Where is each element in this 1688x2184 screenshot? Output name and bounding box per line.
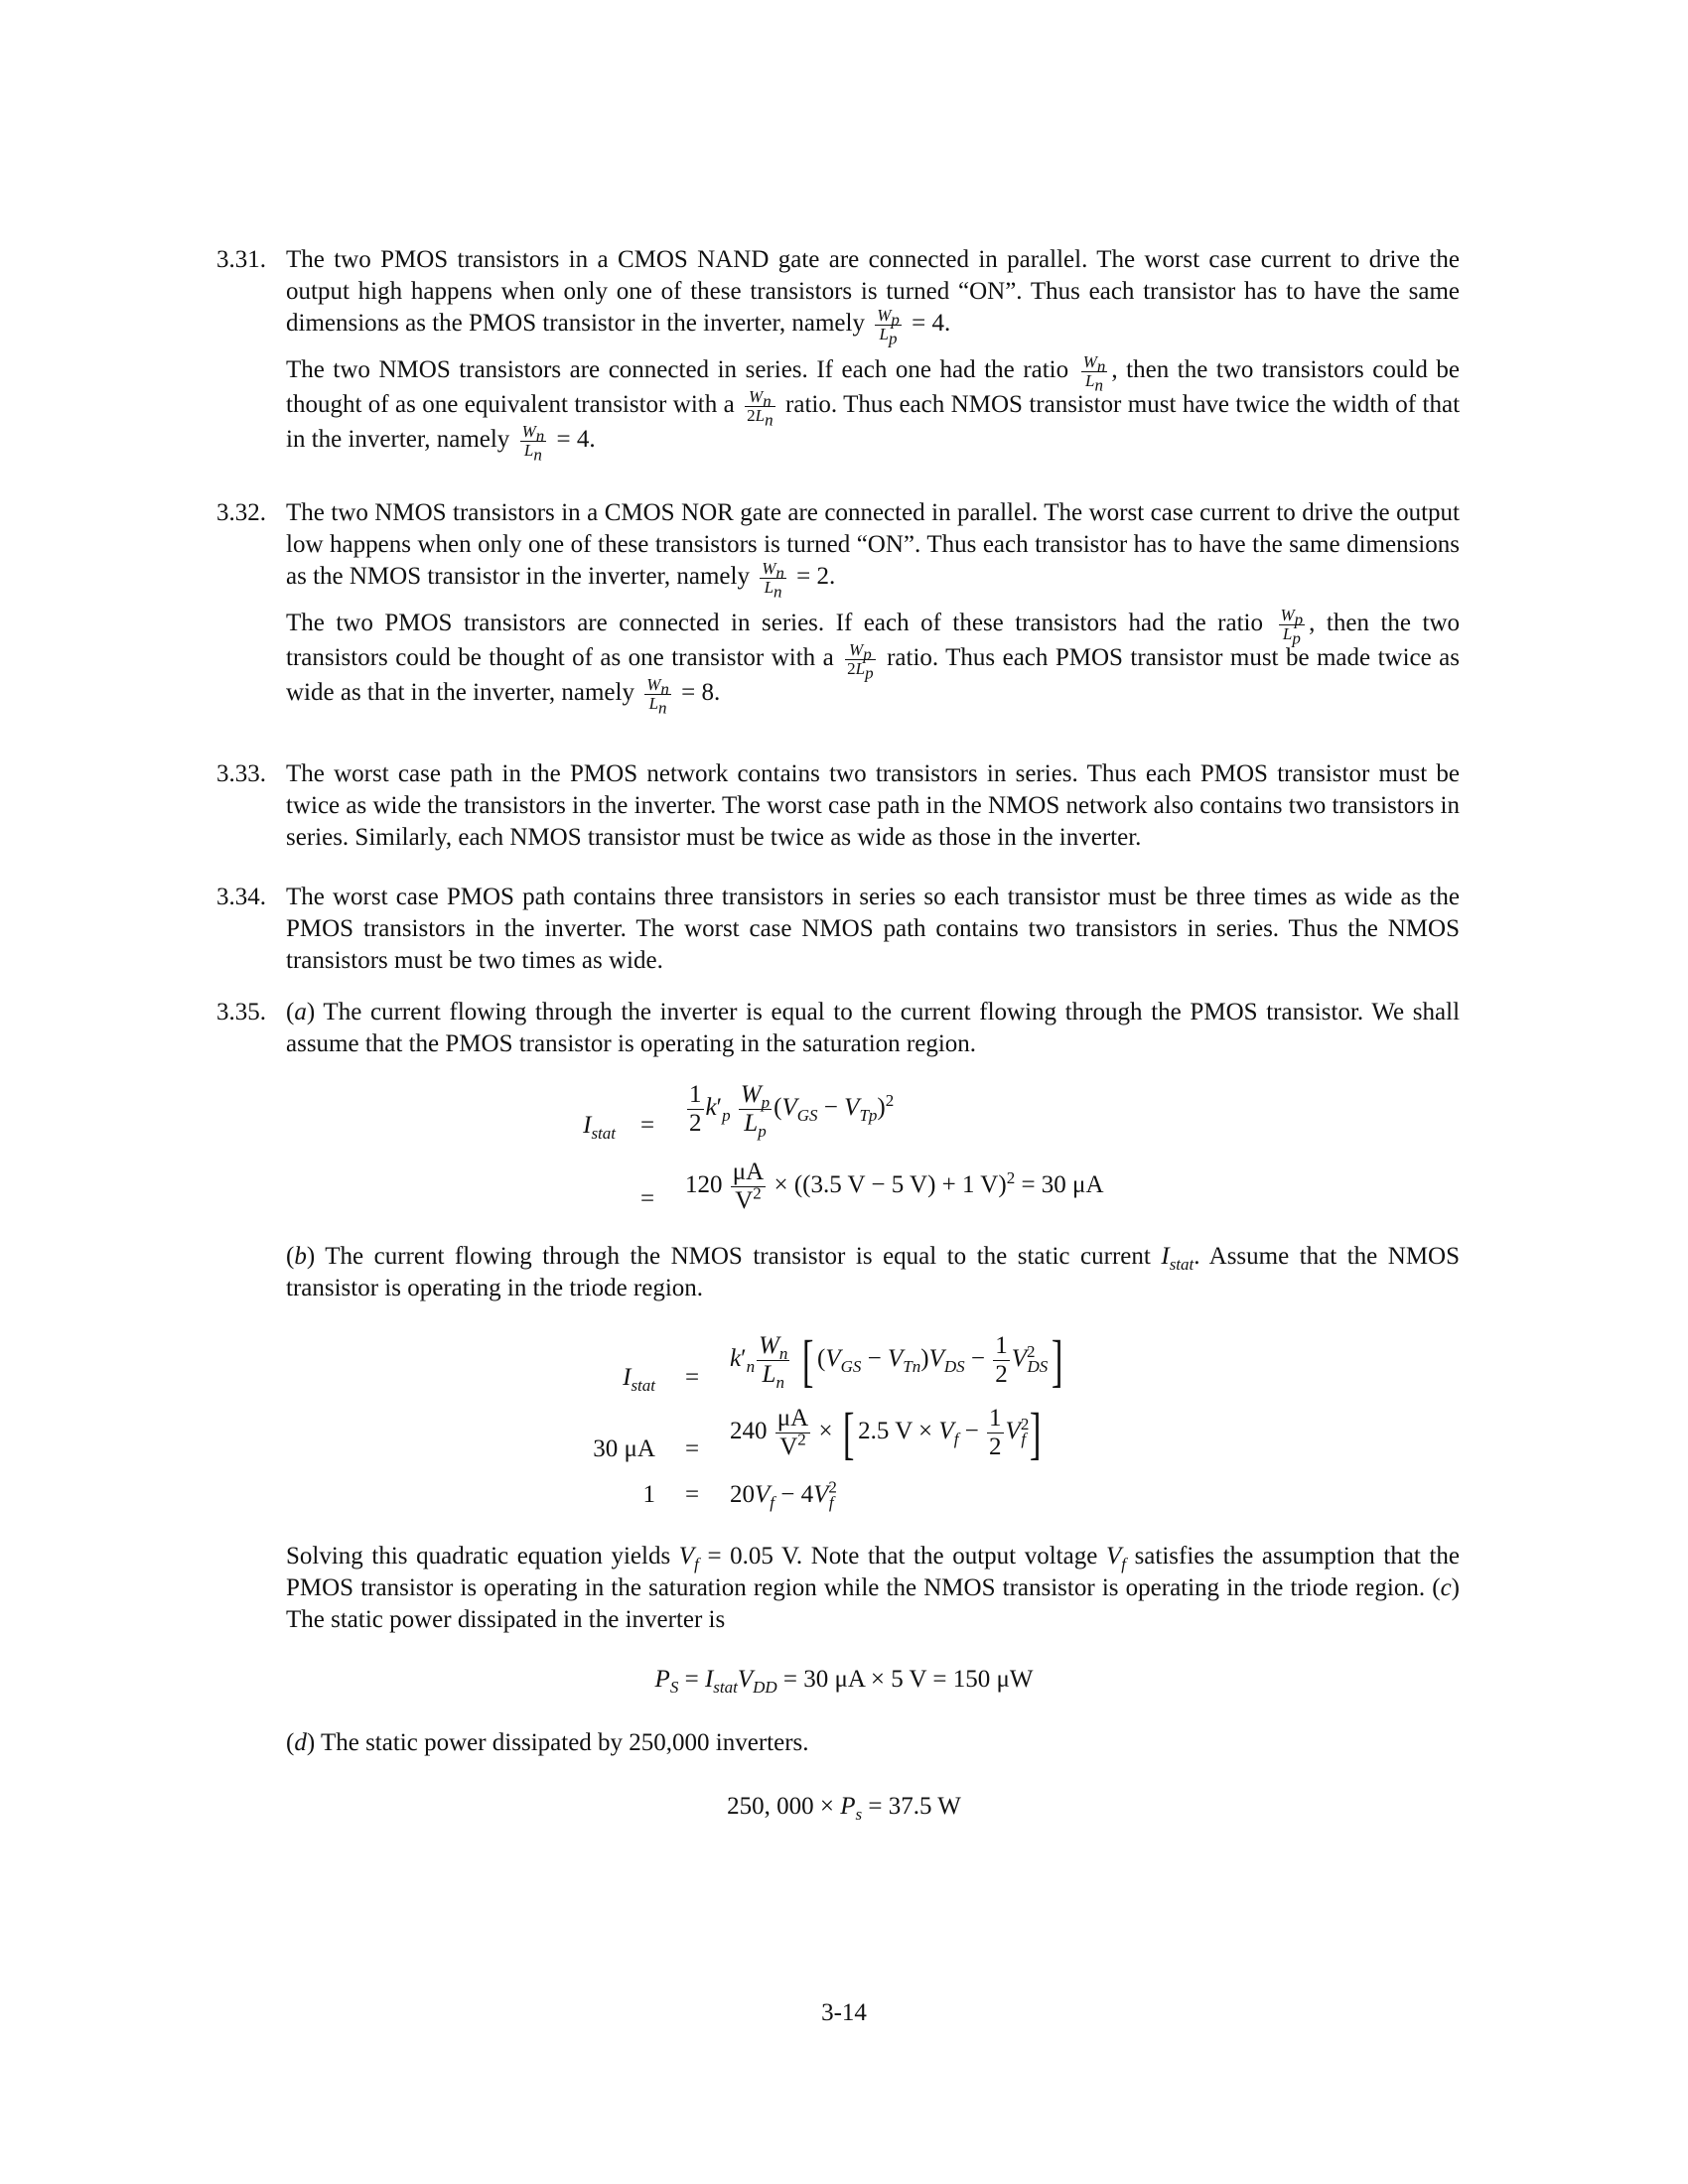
equation-d: 250, $000 \times P_s = 37.5$ W: [727, 1793, 961, 1824]
problem-number: 3.35.: [216, 999, 266, 1025]
part-b-text: (b) The current flowing through the NMOS transistor is equal to the static current $I_{stat}$. Assume that the NMOS transistor is operating in the triode region.: [286, 1243, 1461, 1301]
problem-number: 3.33.: [216, 760, 266, 787]
equation-c: $P_S = I_{stat}V_{DD} = 30$ μA × 5 V = 150 μW: [654, 1666, 1034, 1697]
problem-number: 3.32.: [216, 499, 266, 526]
part-d-text: (d) The static power dissipated by 250,000 inverters.: [286, 1729, 809, 1756]
problem-3-31: [216, 244, 1461, 465]
paragraph: The two PMOS transistors in a CMOS NAND gate are connected in parallel. The worst case current to drive the output high happens when only one of these transistors is turned “ON”. Thus each transistor has to have the same dimensions as the PMOS transistor in the inverter, namely $\frac{W_p}{L_p}$ = 4.: [286, 246, 1460, 348]
solving-paragraph: Solving this quadratic equation yields $V_f = 0.05$ V. Note that the output voltage $V_f$ satisfies the assumption that the PMOS transistor is operating in the saturation region while the NMOS transistor is operating in the triode region. (c) The static power dissipated in the inverter is: [286, 1543, 1461, 1633]
problem-3-35: [216, 997, 1460, 1060]
paragraph: The two NMOS transistors in a CMOS NOR gate are connected in parallel. The worst case current to drive the output low happens when only one of these transistors is turned “ON”. Thus each transistor has to have the same dimensions as the NMOS transistor in the inverter, namely $\frac{W_n}{L_n}$ = 2.: [286, 499, 1460, 602]
paragraph: The two PMOS transistors are connected in series. If each of these transistors had the ratio $\frac{W_p}{L_p}$ , then the two transistors could be thought of as one transistor with a $\frac{W_p}{2L_p}$ ratio. Thus each PMOS transistor must be made twice as wide as that in the inverter, namely $\frac{W_n}{L_n}$ = 8.: [286, 606, 1460, 718]
paragraph: The worst case path in the PMOS network contains two transistors in series. Thus each PMOS transistor must be twice as wide the transistors in the inverter. The worst case path in the NMOS network also contains two transistors in series. Similarly, each NMOS transistor must be twice as wide as those in the inverter.: [286, 760, 1460, 851]
problem-3-33: [216, 758, 1460, 854]
paragraph: The worst case PMOS path contains three transistors in series so each transistor must be three times as wide as the PMOS transistors in the inverter. The worst case NMOS path contains two transistors in series. Thus the NMOS transistors must be two times as wide.: [286, 884, 1460, 974]
page-number: 3-14: [821, 1999, 867, 2026]
problem-number: 3.31.: [216, 246, 266, 273]
document-page: 3.31. The two PMOS transistors in a CMOS NAND gate are connected in parallel. The worst case current to drive the output high happens when only one of these transistors is turned “ON”. Thus each transistor has to have the same dimensions as the PMOS transistor in the inverter, namely $\frac{W_p}{L_p}$ = 4. The two NMOS transistors are connected in series. If each one had the ratio $\frac{W_n}{L_n}$ , then the two transistors could be thought of as one equivalent transistor with a $\frac{W_n}{2L_n}$ ratio. Thus each NMOS transistor must have twice the width of that in the inverter, namely $\frac{W_n}{L_n}$ = 4. 3.32. The two NMOS transistors in a CMOS NOR gate are connected in parallel. The worst case current to drive the output low happens when only one of these transistors is turned “ON”. Thus each transistor has to have the same dimensions as the NMOS transistor in the inverter, namely $\frac{W_n}{L_n}$ = 2. The two PMOS transistors are connected in series. If each of these transistors had the ratio $\frac{W_p}{L_p}$ , then the two transistors could be thought of as one transistor with a $\frac{W_p}{2L_p}$ ratio. Thus each PMOS transistor must be made twice as wide as that in the inverter, namely $\frac{W_n}{L_n}$ = 8. 3.33. The worst case path in the PMOS network contains two transistors in series. Thus each PMOS transistor must be twice as wide the transistors in the inverter. The worst case path in the NMOS network also contains two transistors in series. Similarly, each NMOS transistor must be twice as wide as those in the inverter. 3.34. The worst case PMOS path contains three transistors in series so each transistor must be three times as wide as the PMOS transistors in the inverter. The worst case NMOS path contains two transistors in series. Thus the NMOS transistors must be two times as wide. 3.35. (a) The current flowing through the inverter is equal to the current flowing through the PMOS transistor. We shall assume that the PMOS transistor is operating in the saturation region. $I_{stat}$ = $\frac{1}{2}$ $k'_p$ $\frac{W_p}{L_p}$ $(V_{GS} - V_{Tp})^2$ = 120 $\frac{\mu A}{V^2}$ × ((3.5 V − 5 V) + 1 V)$^2$ = 30 μA (b) The current flowing through the NMOS transistor is equal to the static current $I_{stat}$. Assume that the NMOS transistor is operating in the triode region. $I_{stat}$ = $k'_n$ $\frac{W_n}{L_n}$ [ $(V_{GS} - V_{Tn})V_{DS}$ − $\frac{1}{2}$ $V^2_{DS}$] 30 μA = 240 $\frac{\mu A}{V^2}$ × [ 2.5 $V \times V_f$ − $\frac{1}{2}$ $V^2_f$] 1 = $20V_f - 4V^2_f$ Solving this quadratic equation yields $V_f = 0.05$ V. Note that the output voltage $V_f$ satisfies the assumption that the PMOS transistor is operating in the saturation region while the NMOS transistor is operating in the triode region. (c) The static power dissipated in the inverter is $P_S = I_{stat}V_{DD} = 30$ μA × 5 V = 150 μW (d) The static power dissipated by 250,000 inverters. 250, $000 \times P_s = 37.5$ W 3-14: [0, 0, 1688, 2184]
paragraph: The two NMOS transistors are connected in series. If each one had the ratio $\frac{W_n}{L_n}$ , then the two transistors could be thought of as one equivalent transistor with a $\frac{W_n}{2L_n}$ ratio. Thus each NMOS transistor must have twice the width of that in the inverter, namely $\frac{W_n}{L_n}$ = 4.: [286, 352, 1461, 465]
problem-3-34: [216, 882, 1460, 977]
problem-3-32: [216, 497, 1460, 718]
paragraph: (a) The current flowing through the inverter is equal to the current flowing through the PMOS transistor. We shall assume that the PMOS transistor is operating in the saturation region.: [286, 999, 1461, 1057]
problem-number: 3.34.: [216, 884, 266, 910]
